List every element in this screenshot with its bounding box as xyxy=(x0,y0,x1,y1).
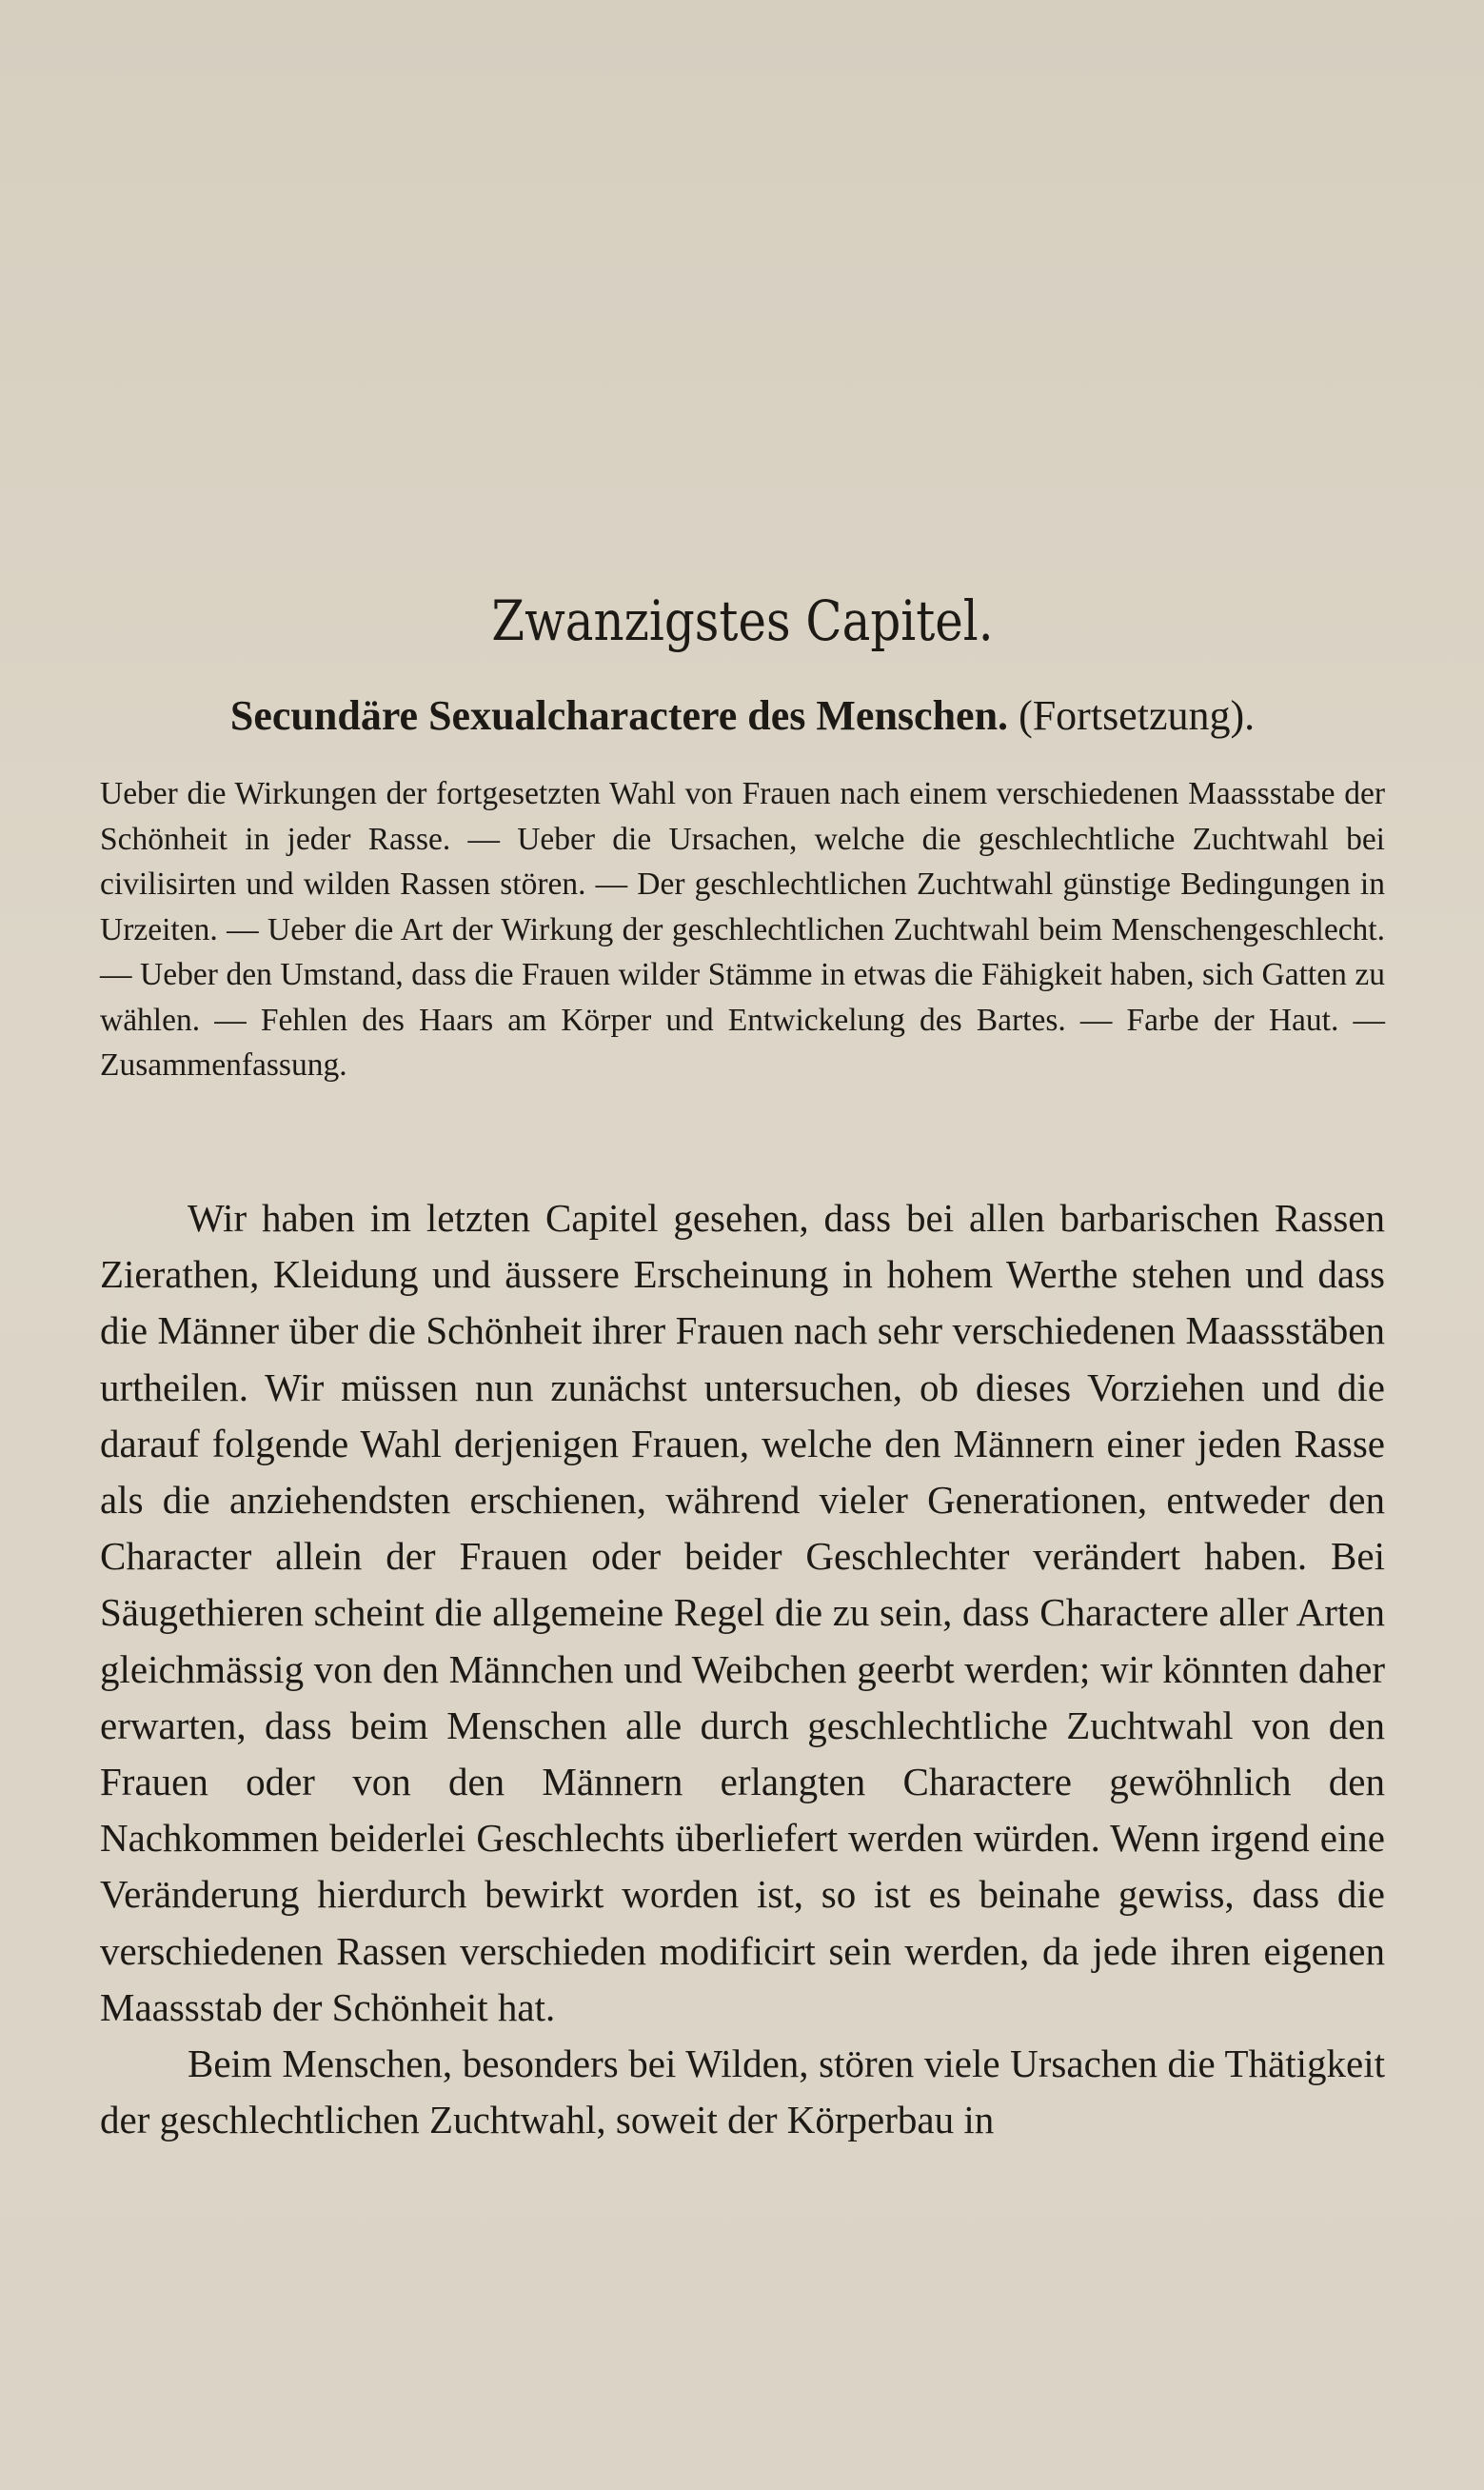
paragraph-2: Beim Menschen, besonders bei Wilden, stören viele Ursachen die Thätigkeit der geschlechtlichen Zuchtwahl, soweit der Körperbau in xyxy=(100,2042,1385,2142)
subtitle-continuation: (Fortsetzung). xyxy=(1019,692,1256,739)
chapter-summary: Ueber die Wirkungen der fortgesetzten Wahl von Frauen nach einem verschiedenen Maassstabe der Schönheit in jeder Rasse. — Ueber die Ursachen, welche die geschlechtliche Zuchtwahl bei civilisirten und wilden Rassen stören. — Der geschlechtlichen Zuchtwahl günstige Bedingungen in Urzeiten. — Ueber die Art der Wirkung der geschlechtlichen Zuchtwahl beim Menschengeschlecht. — Ueber den Umstand, dass die Frauen wilder Stämme in etwas die Fähigkeit haben, sich Gatten zu wählen. — Fehlen des Haars am Körper und Entwickelung des Bartes. — Farbe der Haut. — Zusammenfassung. xyxy=(100,776,1385,1083)
paragraph-1: Wir haben im letzten Capitel gesehen, dass bei allen barbarischen Rassen Zierathen, Kleidung und äussere Erscheinung in hohem Werthe stehen und dass die Männer über die Schönheit ihrer Frauen nach sehr verschiedenen Maassstäben urtheilen. Wir müssen nun zunächst untersuchen, ob dieses Vorziehen und die darauf folgende Wahl derjenigen Frauen, welche den Männern einer jeden Rasse als die anziehendsten erschienen, während vieler Generationen, entweder den Character allein der Frauen oder beider Geschlechter verändert haben. Bei Säugethieren scheint die allgemeine Regel die zu sein, dass Charactere aller Arten gleichmässig von den Männchen und Weibchen geerbt werden; wir könnten daher erwarten, dass beim Menschen alle durch geschlechtliche Zuchtwahl von den Frauen oder von den Männern erlangten Charactere gewöhnlich den Nachkommen beiderlei Geschlechts überliefert werden würden. Wenn irgend eine Veränderung hierdurch bewirkt worden ist, so ist es beinahe gewiss, dass die verschiedenen Rassen verschieden modificirt sein werden, da jede ihren eigenen Maassstab der Schönheit hat. xyxy=(100,1196,1385,2029)
chapter-title: Zwanzigstes Capitel. xyxy=(491,588,994,653)
body-text xyxy=(100,1190,1385,2148)
chapter-subtitle xyxy=(100,687,1385,745)
subtitle-main: Secundäre Sexualcharactere des Menschen. xyxy=(229,692,1009,739)
